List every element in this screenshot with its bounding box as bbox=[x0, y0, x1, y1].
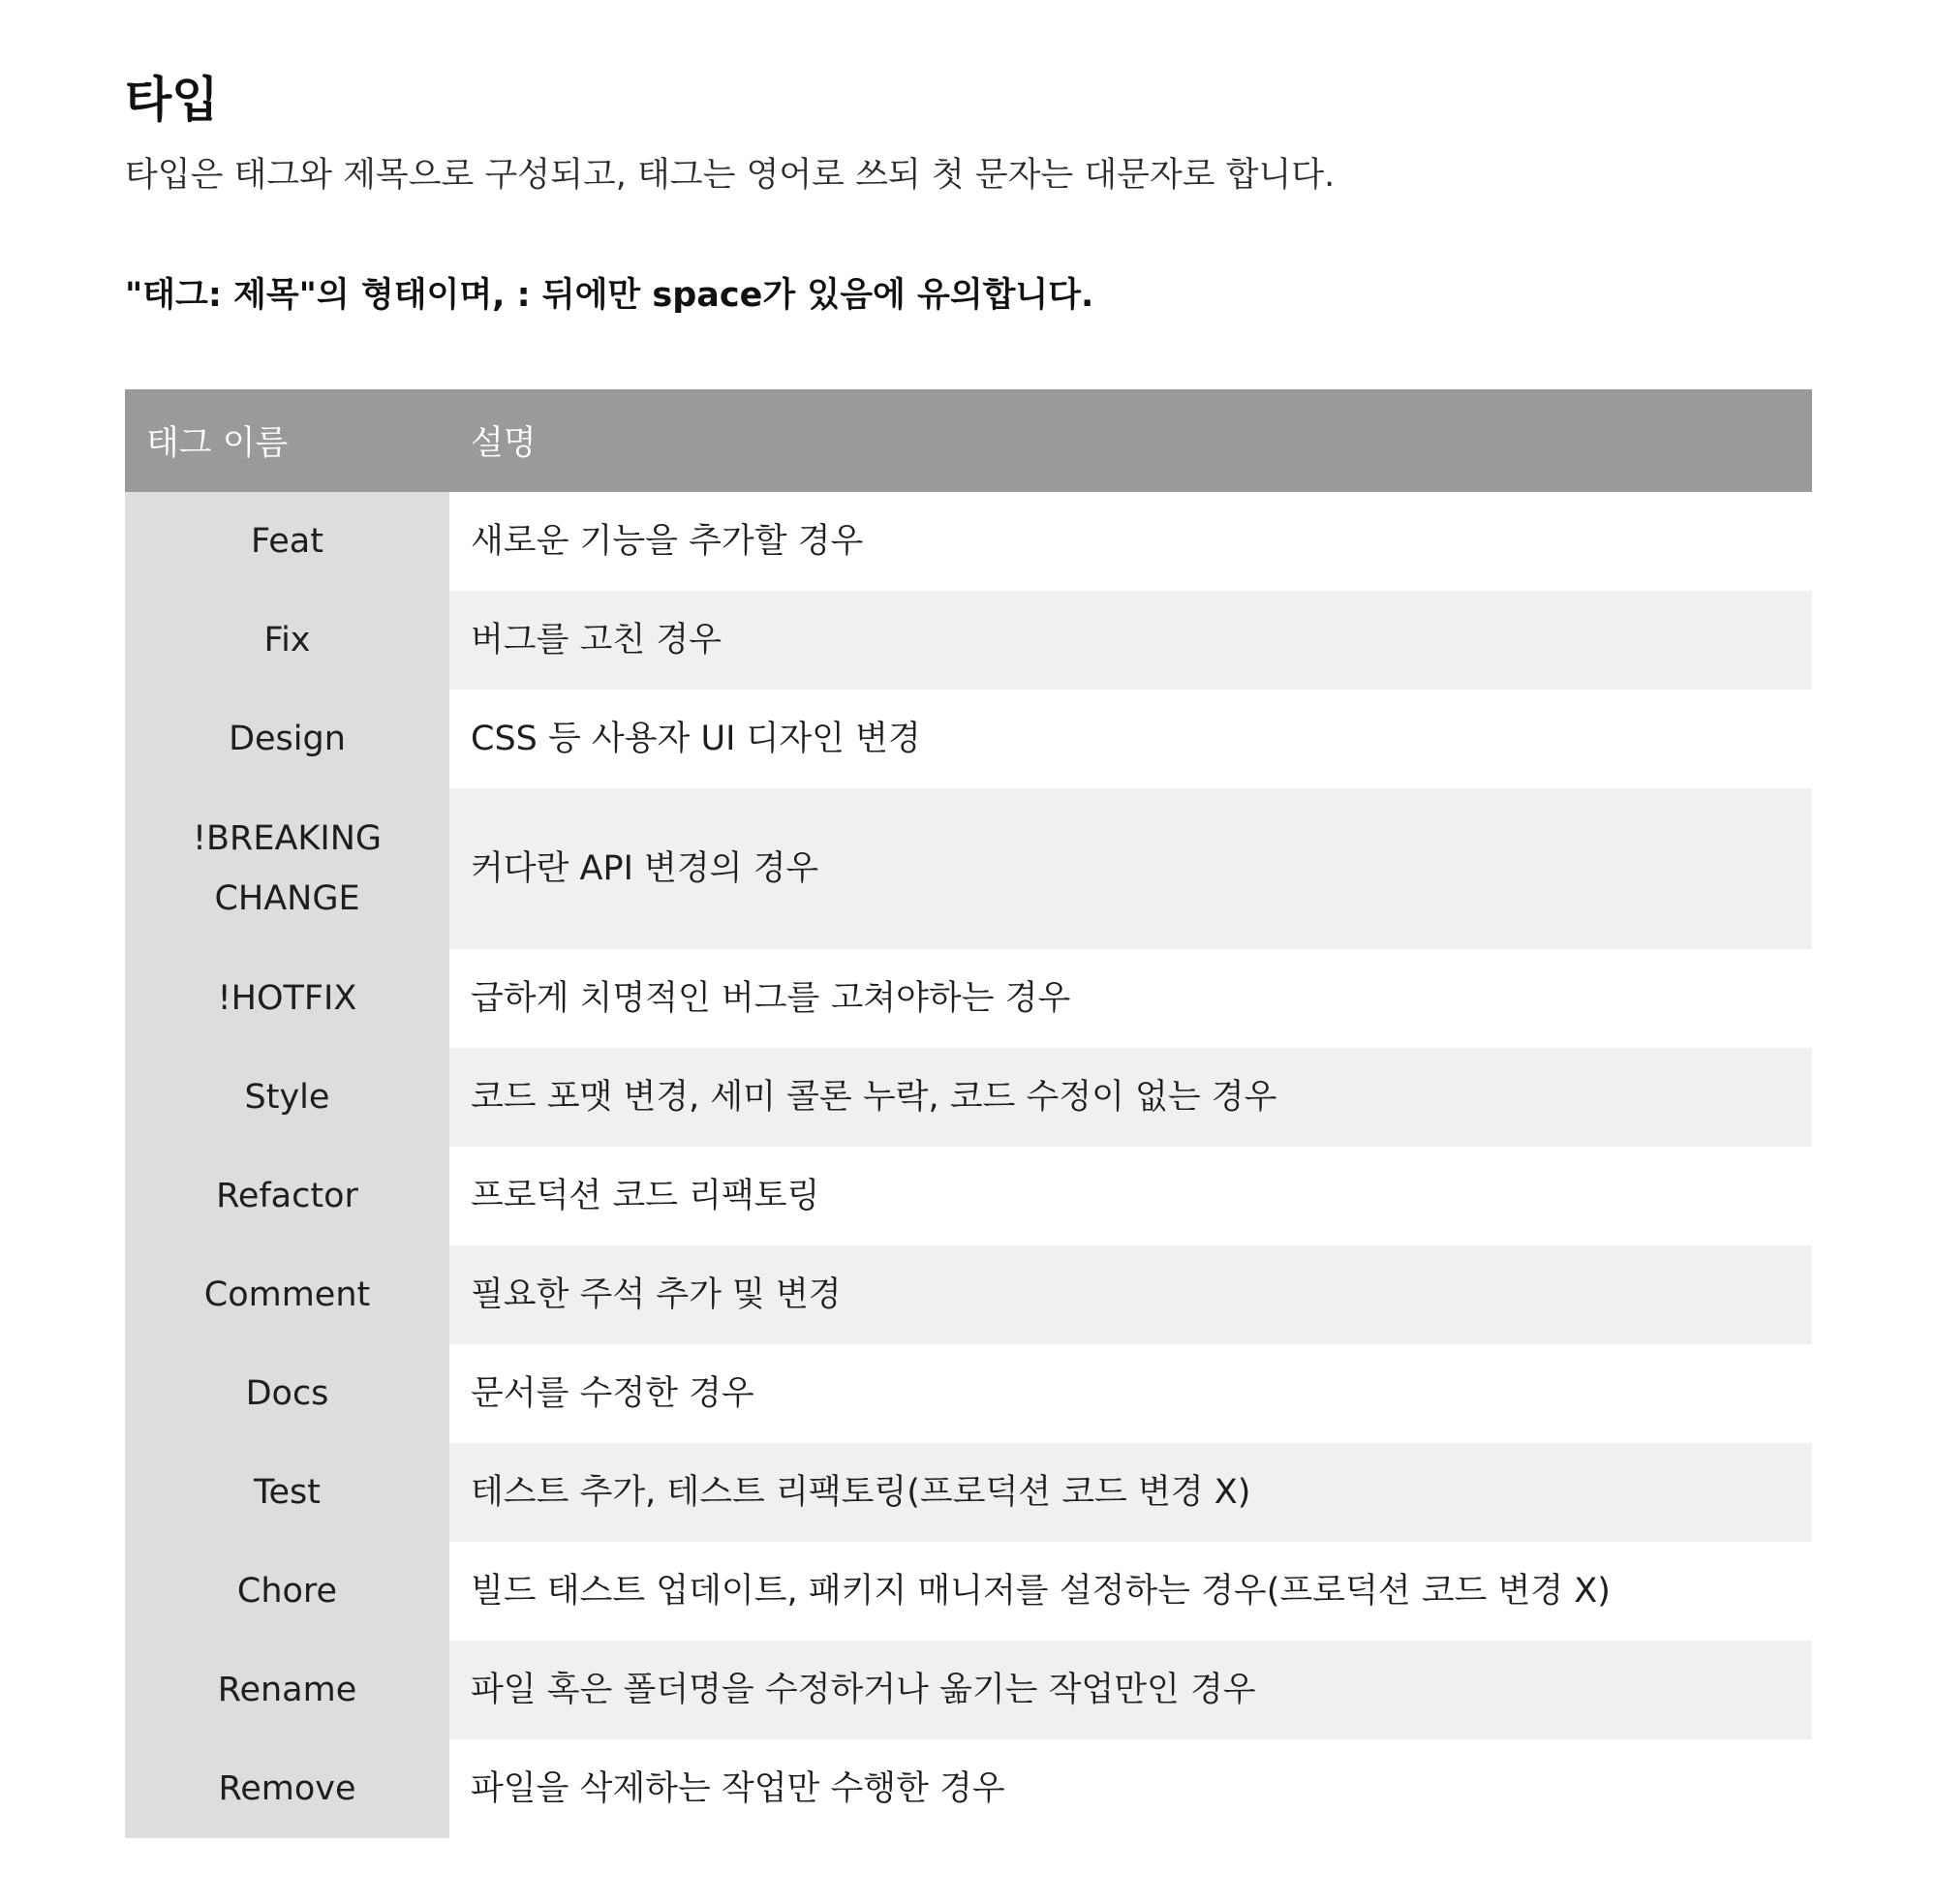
tag-cell: Feat bbox=[125, 492, 449, 591]
table-row bbox=[125, 1344, 1812, 1443]
table-row bbox=[125, 1739, 1812, 1838]
description-cell: 문서를 수정한 경우 bbox=[449, 1344, 1812, 1443]
description-cell: 새로운 기능을 추가할 경우 bbox=[449, 492, 1812, 591]
table-row bbox=[125, 1245, 1812, 1344]
tag-cell: Refactor bbox=[125, 1147, 449, 1245]
section-description: 타입은 태그와 제목으로 구성되고, 태그는 영어로 쓰되 첫 문자는 대문자로 합니다. bbox=[125, 156, 1336, 195]
table-row bbox=[125, 1641, 1812, 1739]
header-tag-name: 태그 이름 bbox=[125, 389, 449, 492]
tag-cell: Rename bbox=[125, 1641, 449, 1739]
tag-cell: Test bbox=[125, 1443, 449, 1542]
description-cell: 코드 포맷 변경, 세미 콜론 누락, 코드 수정이 없는 경우 bbox=[449, 1048, 1812, 1147]
format-note: "태그: 제목"의 형태이며, : 뒤에만 space가 있음에 유의합니다. bbox=[125, 276, 1094, 315]
header-description: 설명 bbox=[449, 389, 1812, 492]
table-row bbox=[125, 949, 1812, 1048]
table-row bbox=[125, 591, 1812, 690]
table-row bbox=[125, 1542, 1812, 1641]
tag-table bbox=[125, 389, 1812, 1838]
description-cell: 파일 혹은 폴더명을 수정하거나 옮기는 작업만인 경우 bbox=[449, 1641, 1812, 1739]
tag-cell: Style bbox=[125, 1048, 449, 1147]
tag-cell: Comment bbox=[125, 1245, 449, 1344]
table-row bbox=[125, 788, 1812, 949]
tag-cell: Fix bbox=[125, 591, 449, 690]
section-title: 타입 bbox=[125, 72, 219, 128]
description-cell: 급하게 치명적인 버그를 고쳐야하는 경우 bbox=[449, 949, 1812, 1048]
description-cell: 빌드 태스트 업데이트, 패키지 매니저를 설정하는 경우(프로덕션 코드 변경 X) bbox=[449, 1542, 1812, 1641]
tag-cell: !BREAKING CHANGE bbox=[125, 788, 449, 949]
table-row bbox=[125, 1147, 1812, 1245]
description-cell: 필요한 주석 추가 및 변경 bbox=[449, 1245, 1812, 1344]
tag-cell: Chore bbox=[125, 1542, 449, 1641]
header-row bbox=[125, 389, 1812, 492]
document bbox=[125, 68, 1812, 1838]
tag-cell: Docs bbox=[125, 1344, 449, 1443]
tag-cell: !HOTFIX bbox=[125, 949, 449, 1048]
tag-table-body bbox=[125, 492, 1812, 1838]
description-cell: 커다란 API 변경의 경우 bbox=[449, 788, 1812, 949]
table-row bbox=[125, 1443, 1812, 1542]
description-cell: 프로덕션 코드 리팩토링 bbox=[449, 1147, 1812, 1245]
description-cell: CSS 등 사용자 UI 디자인 변경 bbox=[449, 690, 1812, 788]
table-row bbox=[125, 690, 1812, 788]
description-cell: 버그를 고친 경우 bbox=[449, 591, 1812, 690]
table-row bbox=[125, 1048, 1812, 1147]
tag-cell: Design bbox=[125, 690, 449, 788]
tag-table-head bbox=[125, 389, 1812, 492]
tag-cell: Remove bbox=[125, 1739, 449, 1838]
table-row bbox=[125, 492, 1812, 591]
description-cell: 파일을 삭제하는 작업만 수행한 경우 bbox=[449, 1739, 1812, 1838]
description-cell: 테스트 추가, 테스트 리팩토링(프로덕션 코드 변경 X) bbox=[449, 1443, 1812, 1542]
